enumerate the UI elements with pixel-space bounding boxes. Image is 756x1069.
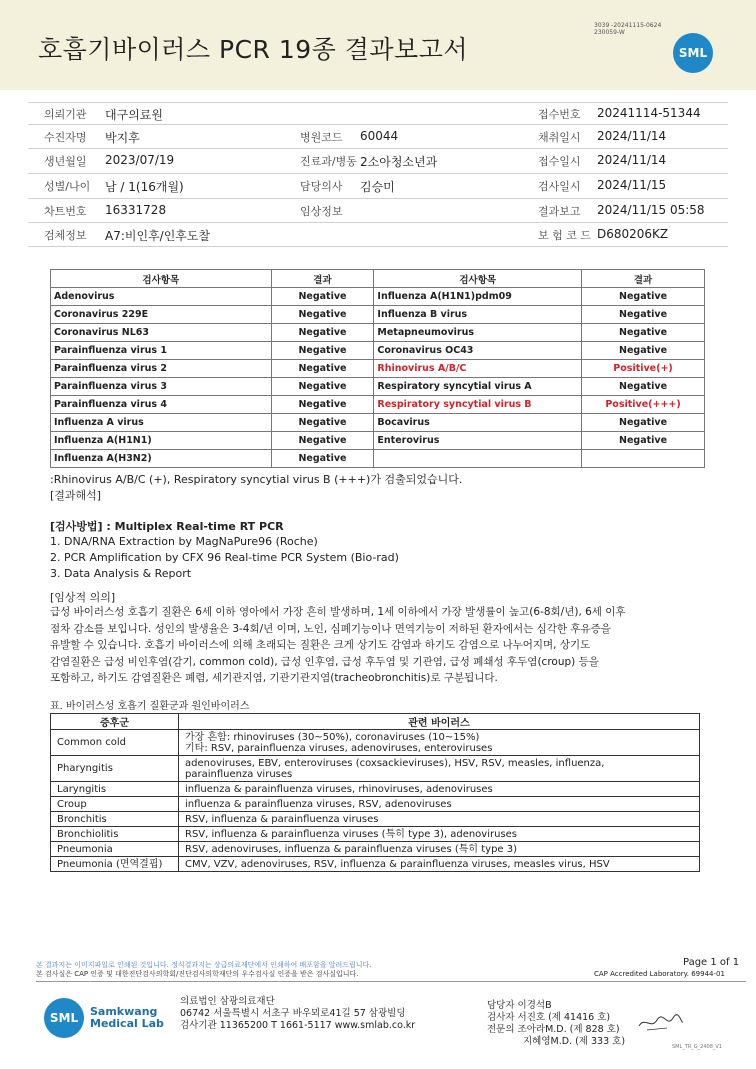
insurance-value: D680206KZ [597,227,669,241]
related-viruses: RSV, influenza & parainfluenza viruses (특히 type 3), adenoviruses [179,827,700,842]
test-result: Negative [271,450,374,468]
test-result: Negative [271,324,374,342]
column-header: 관련 바이러스 [179,714,700,730]
table-row [51,324,705,342]
column-header: 결과 [271,270,374,288]
clinical-meaning-heading: [임상적 의의] [50,591,116,604]
divider [28,222,728,223]
table-row [51,432,705,450]
test-item: Respiratory syncytial virus A [374,378,582,396]
test-item [374,450,582,468]
syndrome-name: Bronchitis [51,812,179,827]
test-item: Bocavirus [374,414,582,432]
method-heading: [검사방법] : Multiplex Real-time RT PCR [50,520,284,533]
test-item: Parainfluenza virus 4 [51,396,272,414]
institution-value: 대구의료원 [105,108,163,122]
test-item: Parainfluenza virus 2 [51,360,272,378]
dept-label: 진료과/병동 [300,155,357,168]
test-result: Negative [271,306,374,324]
test-item: Coronavirus 229E [51,306,272,324]
test-result: Negative [271,396,374,414]
table-row [51,827,700,842]
column-header: 검사항목 [374,270,582,288]
test-result [582,450,705,468]
receipt-no-value: 20241114-51344 [597,106,701,120]
signature-mark [637,1012,685,1034]
test-item: Parainfluenza virus 1 [51,342,272,360]
document-code: 3039 -20241115-0624 230059-W [594,22,662,36]
syndrome-name: Pharyngitis [51,756,179,782]
related-viruses: influenza & parainfluenza viruses, rhinoviruses, adenoviruses [179,782,700,797]
specimen-label: 검체정보 [44,229,87,242]
test-result: Negative [582,306,705,324]
related-viruses: CMV, VZV, adenoviruses, RSV, influenza & parainfluenza viruses, measles virus, HSV [179,857,700,872]
receipt-no-label: 접수번호 [538,108,581,121]
syndrome-name: Pneumonia (면역결핍) [51,857,179,872]
test-result: Negative [582,432,705,450]
test-result: Negative [582,378,705,396]
table-row [51,842,700,857]
hospital-code-label: 병원코드 [300,131,343,144]
divider [28,102,728,103]
table-row [51,857,700,872]
syndrome-header-row [51,714,700,730]
table-row [51,414,705,432]
lab-name: Samkwang Medical Lab [90,1005,164,1030]
name-label: 수진자명 [44,131,87,144]
test-item: Influenza A virus [51,414,272,432]
table-row [51,396,705,414]
doctor-label: 담당의사 [300,180,343,193]
birth-label: 생년월일 [44,155,87,168]
divider [36,981,746,982]
doctor-value: 김승미 [360,180,395,194]
footer-note: 본 검사실은 CAP 인증 및 대한진단검사의학회/진단검사의학재단의 우수검사실 인증을 받은 검사실입니다. [36,970,359,978]
test-item: Adenovirus [51,288,272,306]
test-item: Coronavirus OC43 [374,342,582,360]
table-row [51,306,705,324]
syndrome-name: Laryngitis [51,782,179,797]
specimen-value: A7:비인후/인후도찰 [105,229,211,243]
test-result: Negative [582,414,705,432]
table-row [51,782,700,797]
column-header: 결과 [582,270,705,288]
divider [28,148,728,149]
table-row [51,797,700,812]
column-header: 검사항목 [51,270,272,288]
column-header: 증후군 [51,714,179,730]
test-item: Parainfluenza virus 3 [51,378,272,396]
report-label: 결과보고 [538,205,581,218]
test-item-positive: Rhinovirus A/B/C [374,360,582,378]
footer-note: 본 결과지는 이미지파일로 인쇄된 것입니다. 정식결과지는 상급의료재단에서 인쇄하여 배포함을 알려드립니다. [36,961,372,969]
test-result-positive: Positive(+) [582,360,705,378]
related-viruses: 가장 흔함: rhinoviruses (30~50%), coronaviruses (10~15%) 기타: RSV, parainfluenza viruses, adenoviruses, enteroviruses [179,730,700,756]
related-viruses: RSV, adenoviruses, influenza & parainfluenza viruses (특히 type 3) [179,842,700,857]
test-value: 2024/11/15 [597,178,667,192]
interpretation-summary: :Rhinovirus A/B/C (+), Respiratory syncytial virus B (+++)가 검출되었습니다. [50,473,463,486]
test-result: Negative [582,324,705,342]
related-viruses: adenoviruses, EBV, enteroviruses (coxsackieviruses), HSV, RSV, measles, influenza, parainfluenza viruses [179,756,700,782]
report-value: 2024/11/15 05:58 [597,203,705,217]
chart-value: 16331728 [105,203,167,217]
page-number: Page 1 of 1 [683,957,740,968]
table-row [51,812,700,827]
report-title: 호흡기바이러스 PCR 19종 결과보고서 [38,35,469,64]
test-item: Influenza B virus [374,306,582,324]
cap-accreditation: CAP Accredited Laboratory. 69944-01 [594,970,725,978]
syndrome-table [50,713,700,872]
test-result-positive: Positive(+++) [582,396,705,414]
related-viruses: RSV, influenza & parainfluenza viruses [179,812,700,827]
divider [28,173,728,174]
table-row [51,378,705,396]
table-row [51,756,700,782]
table-row [51,360,705,378]
hospital-code-value: 60044 [360,129,399,143]
divider [28,246,728,247]
test-result: Negative [271,378,374,396]
test-result: Negative [271,360,374,378]
table-row [51,450,705,468]
collect-label: 채취일시 [538,131,581,144]
clinical-label: 임상정보 [300,205,343,218]
table-row [51,288,705,306]
test-item: Influenza A(H3N2) [51,450,272,468]
institution-label: 의뢰기관 [44,108,87,121]
method-step: 3. Data Analysis & Report [50,567,192,580]
insurance-label: 보 험 코 드 [538,229,591,242]
results-table [50,269,705,468]
test-result: Negative [271,414,374,432]
test-item: Enterovirus [374,432,582,450]
chart-label: 차트번호 [44,205,87,218]
table-row [51,342,705,360]
sml-logo: SML [44,998,84,1038]
table-row [51,730,700,756]
receipt-value: 2024/11/14 [597,153,667,167]
test-result: Negative [582,342,705,360]
syndrome-name: Bronchiolitis [51,827,179,842]
results-header-row [51,270,705,288]
test-label: 검사일시 [538,180,581,193]
method-step: 2. PCR Amplification by CFX 96 Real-time PCR System (Bio-rad) [50,551,399,564]
test-result: Negative [271,342,374,360]
sex-age-value: 남 / 1(16개월) [105,180,184,194]
divider [28,124,728,125]
test-item: Metapneumovirus [374,324,582,342]
syndrome-table-caption: 표. 바이러스성 호흡기 질환군과 원인바이러스 [50,701,250,712]
method-step: 1. DNA/RNA Extraction by MagNaPure96 (Roche) [50,535,318,548]
sex-age-label: 성별/나이 [44,180,91,193]
related-viruses: influenza & parainfluenza viruses, RSV, adenoviruses [179,797,700,812]
divider [28,198,728,199]
receipt-label: 접수일시 [538,155,581,168]
test-item: Influenza A(H1N1) [51,432,272,450]
report-header [0,0,756,90]
syndrome-name: Pneumonia [51,842,179,857]
test-result: Negative [271,432,374,450]
institution-address: 의료법인 삼광의료재단 06742 서울특별시 서초구 바우뫼로41길 57 삼광빌딩 검사기관 11365200 T 1661-5117 www.smlab.co.kr [180,996,416,1031]
test-item: Influenza A(H1N1)pdm09 [374,288,582,306]
clinical-meaning-text: 급성 바이러스성 호흡기 질환은 6세 이하 영아에서 가장 흔히 발생하며, 1세 이하에서 가장 발생률이 높고(6-8회/년), 6세 이후 점차 감소를 보입니다. 성인의 발생율은 3-4회/년 이며, 노인, 심폐기능이나 면역기능이 저하된 환자에서는 심각한 후유증을 유발할 수 있습니다. 호흡기 바이러스에 의해 초래되는 질환은 크게 상기도 감염과 하기도 감염으로 나누어지며, 상기도 감염질환은 급성 비인후염(감기, common cold), 급성 인후염, 급성 후두염 및 기관염, 급성 폐쇄성 후두염(croup) 등을 포함하고, 하기도 감염질환은 폐렴, 세기관지염, 기관기관지염(tracheobronchitis)로 구분됩니다. [50,606,626,684]
test-result: Negative [582,288,705,306]
syndrome-name: Croup [51,797,179,812]
name-value: 박지후 [105,131,140,145]
birth-value: 2023/07/19 [105,153,175,167]
test-item-positive: Respiratory syncytial virus B [374,396,582,414]
interpretation-heading: [결과해석] [50,489,102,502]
signatories: 담당자 이경석B 검사자 서진호 (제 41416 호) 전문의 조아라M.D. (제 828 호) 지혜영M.D. (제 333 호) [487,1000,626,1047]
version-code: SML_TR_G_2408_V1 [672,1044,723,1050]
sml-logo: SML [673,33,713,73]
test-result: Negative [271,288,374,306]
test-item: Coronavirus NL63 [51,324,272,342]
syndrome-name: Common cold [51,730,179,756]
collect-value: 2024/11/14 [597,129,667,143]
dept-value: 2소아청소년과 [360,155,438,169]
